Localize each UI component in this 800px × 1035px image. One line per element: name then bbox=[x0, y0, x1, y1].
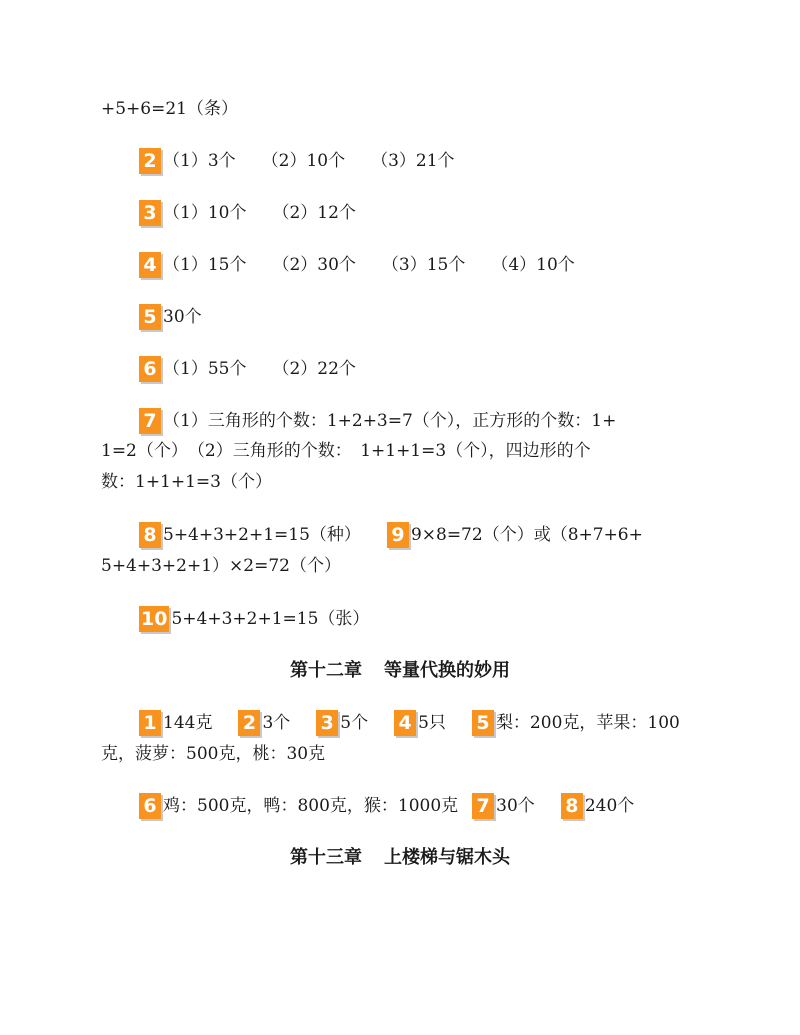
number-badge: 10 bbox=[141, 608, 168, 630]
chapter12-answers-cont bbox=[101, 741, 701, 767]
answer-text: 30个 bbox=[496, 796, 535, 816]
number-badge: 8 bbox=[561, 793, 583, 819]
answer-text: 5个 bbox=[340, 713, 369, 733]
number-badge: 4 bbox=[139, 252, 161, 278]
number-badge: 9 bbox=[387, 522, 409, 548]
chapter-heading bbox=[0, 658, 800, 684]
answer-text: 240个 bbox=[584, 796, 635, 816]
chapter-title: 等量代换的妙用 bbox=[384, 660, 510, 681]
answer-text: 144克 bbox=[163, 713, 213, 733]
answer-text: （2）10个 bbox=[261, 151, 346, 171]
chapter-heading bbox=[0, 845, 800, 871]
answer-item-9-cont bbox=[101, 553, 701, 579]
chapter-label: 第十二章 bbox=[290, 660, 362, 681]
answer-text: 1=2（个） （2）三角形的个数： 1+1+1=3（个），四边形的个 bbox=[101, 441, 591, 461]
answer-item-7 bbox=[139, 408, 701, 434]
number-badge: 7 bbox=[139, 408, 161, 434]
answer-item-10 bbox=[139, 606, 701, 632]
answer-text: （2）22个 bbox=[272, 359, 356, 379]
answer-text: （1）10个 bbox=[163, 203, 247, 223]
answer-text: （1）15个 bbox=[163, 255, 247, 275]
number-badge: 2 bbox=[139, 148, 161, 174]
number-badge: 6 bbox=[139, 356, 161, 382]
answer-text: （3）21个 bbox=[371, 151, 455, 171]
chapter-title: 上楼梯与锯木头 bbox=[384, 847, 510, 868]
continuation-line bbox=[101, 96, 701, 122]
answer-text: 克，菠萝：500克，桃：30克 bbox=[101, 744, 326, 764]
answer-text: 3个 bbox=[262, 713, 291, 733]
number-badge: 4 bbox=[394, 710, 416, 736]
answer-text: 5+4+3+2+1）×2=72（个） bbox=[101, 556, 341, 576]
number-badge: 1 bbox=[139, 710, 161, 736]
answer-text: （1）三角形的个数：1+2+3=7（个），正方形的个数：1+ bbox=[163, 411, 617, 431]
chapter12-answers-row2 bbox=[139, 793, 701, 819]
number-badge: 7 bbox=[472, 793, 494, 819]
answer-text: （1）55个 bbox=[163, 359, 247, 379]
answer-text: （4）10个 bbox=[491, 255, 575, 275]
answer-text: 30个 bbox=[163, 307, 202, 327]
answer-text: 数：1+1+1=3（个） bbox=[101, 472, 272, 492]
chapter12-answers-row1 bbox=[139, 710, 701, 736]
answer-item-8-9 bbox=[139, 522, 701, 548]
number-badge: 3 bbox=[139, 200, 161, 226]
answer-text: （2）30个 bbox=[272, 255, 356, 275]
number-badge: 5 bbox=[139, 304, 161, 330]
number-badge: 6 bbox=[139, 793, 161, 819]
answer-text: （3）15个 bbox=[381, 255, 466, 275]
answer-item-7-cont bbox=[101, 438, 701, 464]
answer-text: 5+4+3+2+1=15（张） bbox=[171, 609, 370, 629]
answer-item-7-cont bbox=[101, 469, 701, 495]
answer-text: 5只 bbox=[418, 713, 446, 733]
answer-text: 鸡：500克，鸭：800克，猴：1000克 bbox=[163, 796, 459, 816]
continuation-text: +5+6=21（条） bbox=[101, 99, 238, 119]
number-badge: 3 bbox=[316, 710, 338, 736]
answer-text: （1）3个 bbox=[163, 151, 236, 171]
number-badge: 8 bbox=[139, 522, 161, 548]
answer-item-3 bbox=[139, 200, 701, 226]
answer-item-4 bbox=[139, 252, 701, 278]
number-badge: 5 bbox=[472, 710, 494, 736]
chapter-label: 第十三章 bbox=[290, 847, 362, 868]
answer-text: 9×8=72（个）或（8+7+6+ bbox=[410, 525, 643, 545]
answer-item-5 bbox=[139, 304, 701, 330]
answer-text: 梨：200克，苹果：100 bbox=[495, 713, 680, 733]
answer-item-6 bbox=[139, 356, 701, 382]
answer-text: 5+4+3+2+1=15（种） bbox=[163, 525, 361, 545]
number-badge: 2 bbox=[238, 710, 260, 736]
answer-item-2 bbox=[139, 148, 701, 174]
answer-text: （2）12个 bbox=[272, 203, 356, 223]
